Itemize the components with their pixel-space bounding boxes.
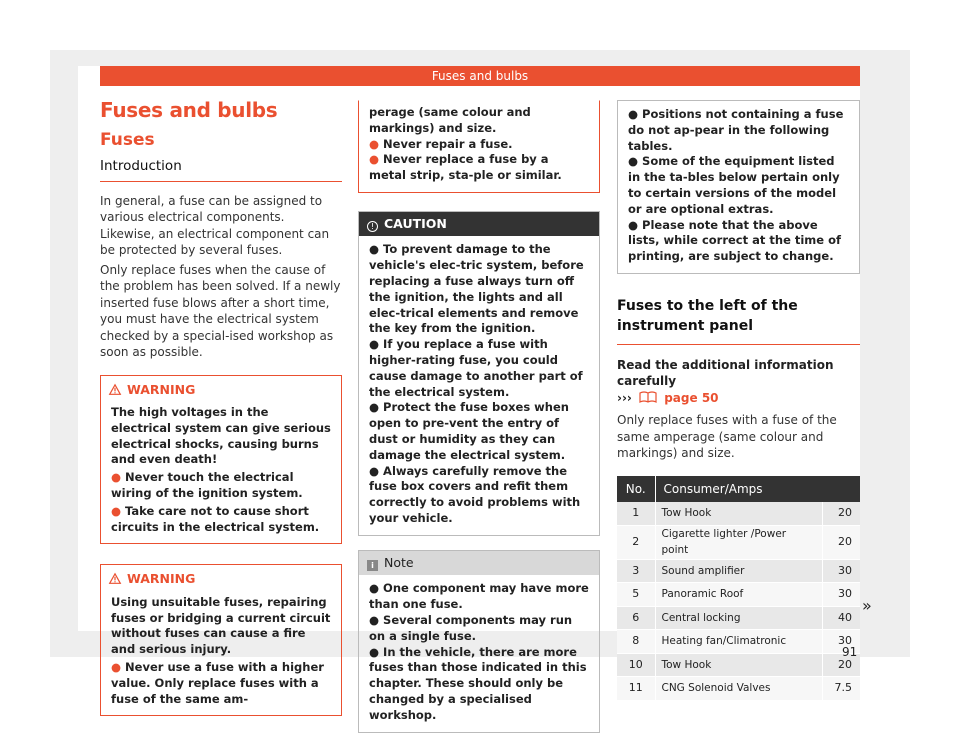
table-row: 6 Central locking 40 — [617, 606, 860, 630]
chapter-title: Fuses and bulbs — [100, 98, 278, 122]
page-number: 91 — [842, 645, 858, 659]
caution-box — [358, 211, 600, 536]
note-item: ● Positions not containing a fuse do not ap-pear in the following tables. — [628, 107, 844, 153]
note-item: ● Please note that the above lists, while correct at the time of printing, are subject to change. — [628, 217, 841, 264]
caution-item: ● To prevent damage to the vehicle's elec-tric system, before replacing a fuse always turn off the ignition, the lights and all elec-trical elements and remove the key from the ignition. — [369, 242, 584, 336]
warning-item: ● Never touch the electrical wiring of the ignition system. — [111, 470, 303, 500]
intro-paragraph-2: Only replace fuses when the cause of the problem has been solved. If a newly inserted fuse blows after a short time, you must have the electrical system checked by a special-ised workshop as soon as possible. — [100, 262, 341, 359]
warning-item: ● Never use a fuse with a higher value. Only replace fuses with a fuse of the same am- — [111, 660, 324, 706]
note-item: ● Some of the equipment listed in the ta-bles below pertain only to certain versions of the model or are optional extras. — [628, 154, 840, 216]
warning-box-2 — [100, 564, 342, 716]
caution-label: CAUTION — [384, 215, 447, 231]
read-more-reference — [617, 357, 860, 407]
warning-triangle-icon — [109, 384, 121, 395]
warning-header — [101, 376, 341, 402]
bullet-icon: ● — [111, 470, 126, 485]
subsection-title-introduction: Introduction — [100, 158, 342, 182]
note-item: ● One component may have more than one fuse. — [369, 581, 589, 612]
book-icon — [639, 391, 657, 403]
table-row: 2 Cigarette lighter /Power point 20 — [617, 525, 860, 559]
page-reference-link[interactable]: page 50 — [664, 390, 719, 405]
table-row: 5 Panoramic Roof 30 — [617, 583, 860, 607]
column-3 — [617, 100, 860, 701]
caution-item: ● Protect the fuse boxes when open to pre-vent the entry of dust or humidity as they can damage the electrical system. — [369, 400, 569, 462]
replace-instruction: Only replace fuses with a fuse of the same amperage (same colour and markings) and size. — [617, 413, 837, 461]
note-box-continued — [617, 100, 860, 274]
caution-item: ● Always carefully remove the fuse box covers and refit them correctly to avoid problems with your vehicle. — [369, 463, 581, 526]
warning-item: ● Never replace a fuse by a metal strip, sta-ple or similar. — [369, 152, 562, 183]
note-label: Note — [384, 554, 414, 570]
caution-circle-icon: ! — [367, 221, 378, 232]
bullet-icon: ● — [369, 136, 384, 151]
continue-arrow-icon: » — [862, 596, 872, 615]
caution-item: ● If you replace a fuse with higher-rating fuse, you could cause damage to another part of the electrical system. — [369, 337, 583, 399]
note-item: ● Several components may run on a single fuse. — [369, 612, 573, 643]
warning-triangle-icon — [109, 573, 121, 584]
column-header-no: No. — [617, 476, 655, 502]
note-item: ● In the vehicle, there are more fuses than those indicated in this chapter. These should only be changed by a specialised workshop. — [369, 644, 587, 722]
table-row: 3 Sound amplifier 30 — [617, 559, 860, 583]
warning-text: The high voltages in the electrical system can give serious electrical shocks, causing burns and even death! — [111, 405, 331, 467]
warning-label: WARNING — [127, 381, 196, 397]
warning-header — [101, 565, 341, 591]
reference-arrows: ››› — [617, 390, 632, 405]
read-more-text: Read the additional information carefully — [617, 357, 834, 389]
warning-label: WARNING — [127, 571, 196, 587]
warning-box-1 — [100, 375, 342, 545]
chapter-header: Fuses and bulbs — [100, 66, 860, 86]
bullet-icon: ● — [111, 503, 126, 518]
section-title-left-fuses: Fuses to the left of the instrument panel — [617, 296, 860, 345]
column-header-consumer: Consumer/Amps — [655, 476, 860, 502]
section-title-fuses: Fuses — [100, 129, 155, 150]
bullet-icon: ● — [369, 152, 384, 167]
table-row: 10 Tow Hook 20 — [617, 653, 860, 677]
column-1 — [100, 100, 342, 716]
warning-item: ● Take care not to cause short circuits in the electrical system. — [111, 503, 320, 534]
note-box — [358, 550, 600, 733]
table-row: 8 Heating fan/Climatronic 30 — [617, 630, 860, 654]
table-row: 1 Tow Hook 20 — [617, 502, 860, 526]
fuse-table — [617, 476, 860, 701]
info-icon: i — [367, 560, 378, 571]
table-header-row — [617, 476, 860, 502]
caution-header — [359, 212, 599, 237]
note-header — [359, 551, 599, 576]
table-row: 11 CNG Solenoid Valves 7.5 — [617, 677, 860, 701]
intro-paragraph-1: In general, a fuse can be assigned to various electrical components. Likewise, an electrical component can be protected by several fuses. — [100, 193, 330, 257]
bullet-icon: ● — [111, 660, 126, 675]
warning-text: Using unsuitable fuses, repairing fuses or bridging a current circuit without fuses can cause a fire and serious injury. — [111, 594, 331, 657]
column-2 — [358, 100, 600, 733]
warning-text-continued: perage (same colour and markings) and size. — [369, 105, 531, 135]
warning-box-2-continued — [358, 100, 600, 193]
warning-item: ● Never repair a fuse. — [369, 136, 513, 151]
